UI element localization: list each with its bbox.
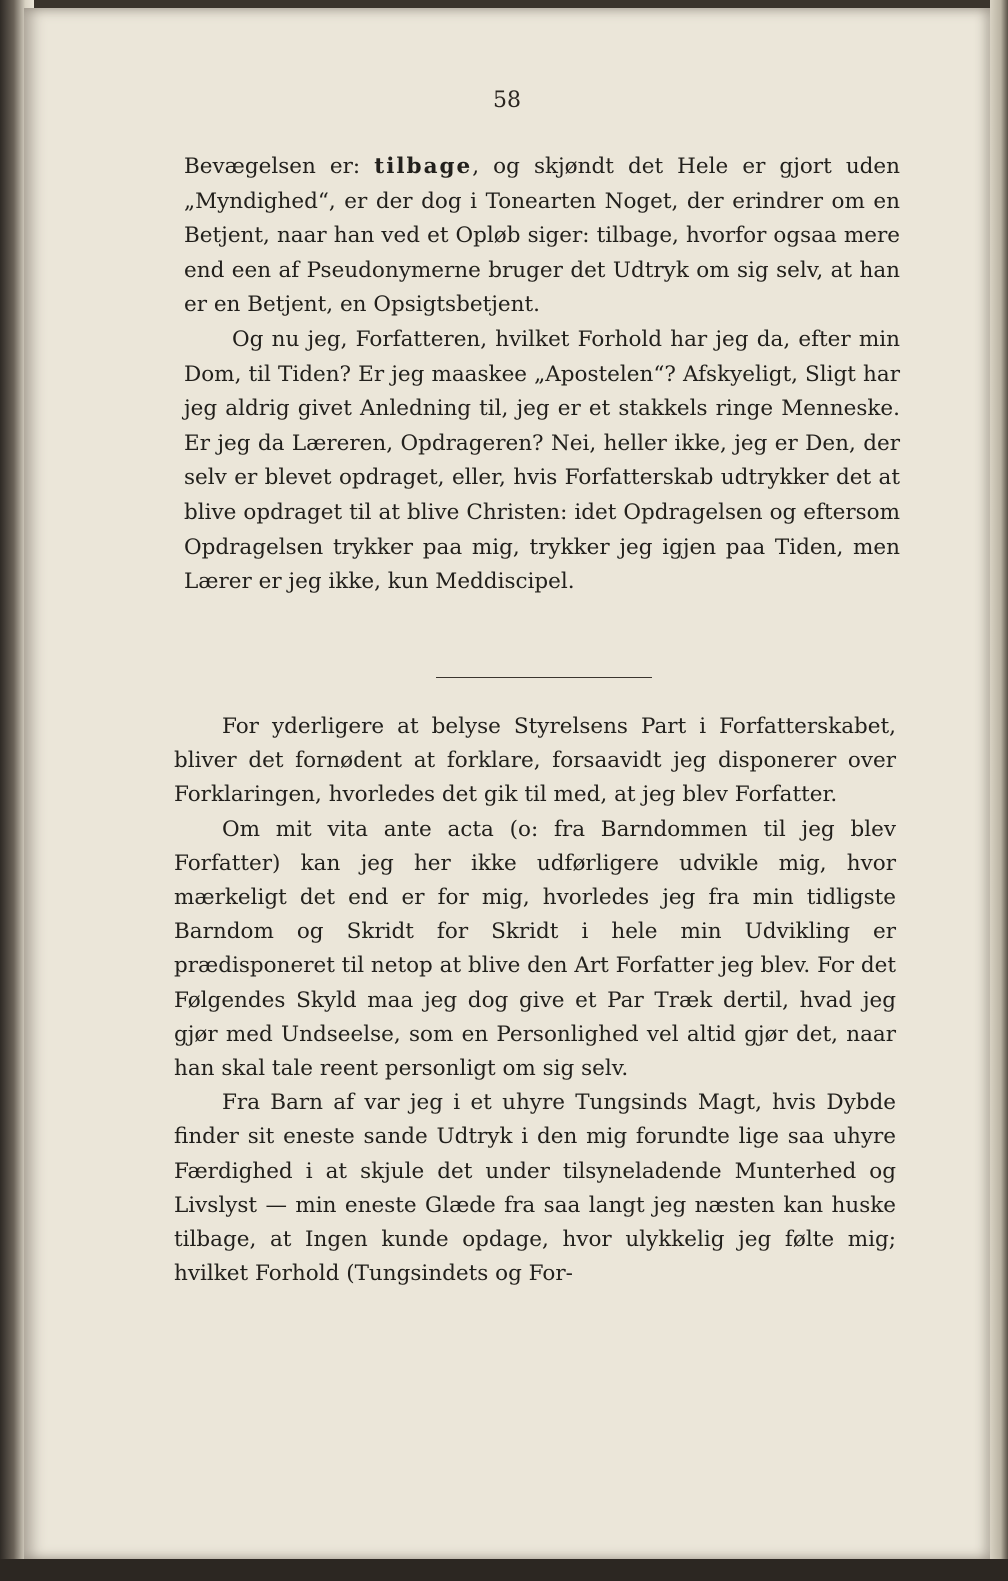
section-divider (436, 677, 652, 678)
page-edge (990, 0, 1008, 1581)
scan-border (0, 1559, 1008, 1581)
paragraph: Og nu jeg, Forfatteren, hvilket Forhold har jeg da, efter min Dom, til Tiden? Er jeg maaskee „Apostelen“? Afskyeligt, Sligt har jeg aldrig givet Anledning til, jeg er et stakkels ringe Menneske. Er jeg da Læreren, Opdrageren? Nei, heller ikke, jeg er Den, der selv er blevet opdraget, eller, hvis Forfatterskab udtrykker det at blive opdraget til at blive Christen: idet Opdragelsen og eftersom Opdragelsen trykker paa mig, trykker jeg igjen paa Tiden, men Lærer er jeg ikke, kun Meddiscipel. (184, 326, 900, 595)
paragraph: Fra Barn af var jeg i et uhyre Tungsinds Magt, hvis Dybde finder sit eneste sande Udtryk i den mig forundte lige saa uhyre Færdighed i at skjule det under tilsyneladende Munterhed og Livslyst — min eneste Glæde fra saa langt jeg næsten kan huske tilbage, at Ingen kunde opdage, hvor ulykkelig jeg følte mig; hvilket Forhold (Tungsindets og For- (174, 1090, 896, 1287)
paragraph (184, 150, 900, 323)
paragraph: For yderligere at belyse Styrelsens Part i Forfatterskabet, bliver det fornødent at forklare, forsaavidt jeg disponerer over Forklaringen, hvorledes det gik til med, at jeg blev Forfatter. (174, 714, 896, 808)
emphasized-word: tilbage (374, 154, 473, 179)
page-number: 58 (493, 88, 521, 113)
text-section-1 (184, 150, 900, 600)
book-page (24, 8, 990, 1560)
paragraph-text: , og skjøndt det Hele er gjort uden „Myndighed“, er der dog i Tonearten Noget, der erindrer om en Betjent, naar han ved et Opløb siger: tilbage, hvorfor ogsaa mere end een af Pseudonymerne bruger det Udtryk om sig selv, at han er en Betjent, en Opsigtsbetjent. (184, 154, 900, 318)
paragraph: Om mit vita ante acta (o: fra Barndommen til jeg blev Forfatter) kan jeg her ikke udførligere udvikle mig, hvor mærkeligt det end er for mig, hvorledes jeg fra min tidligste Barndom og Skridt for Skridt i hele min Udvikling er prædisponeret til netop at blive den Art Forfatter jeg blev. For det Følgendes Skyld maa jeg dog give et Par Træk dertil, hvad jeg gjør med Undseelse, som en Personlighed vel altid gjør det, naar han skal tale reent personligt om sig selv. (174, 816, 897, 1082)
paragraph-text: Bevægelsen er: (184, 154, 375, 179)
text-section-2 (174, 710, 896, 1291)
